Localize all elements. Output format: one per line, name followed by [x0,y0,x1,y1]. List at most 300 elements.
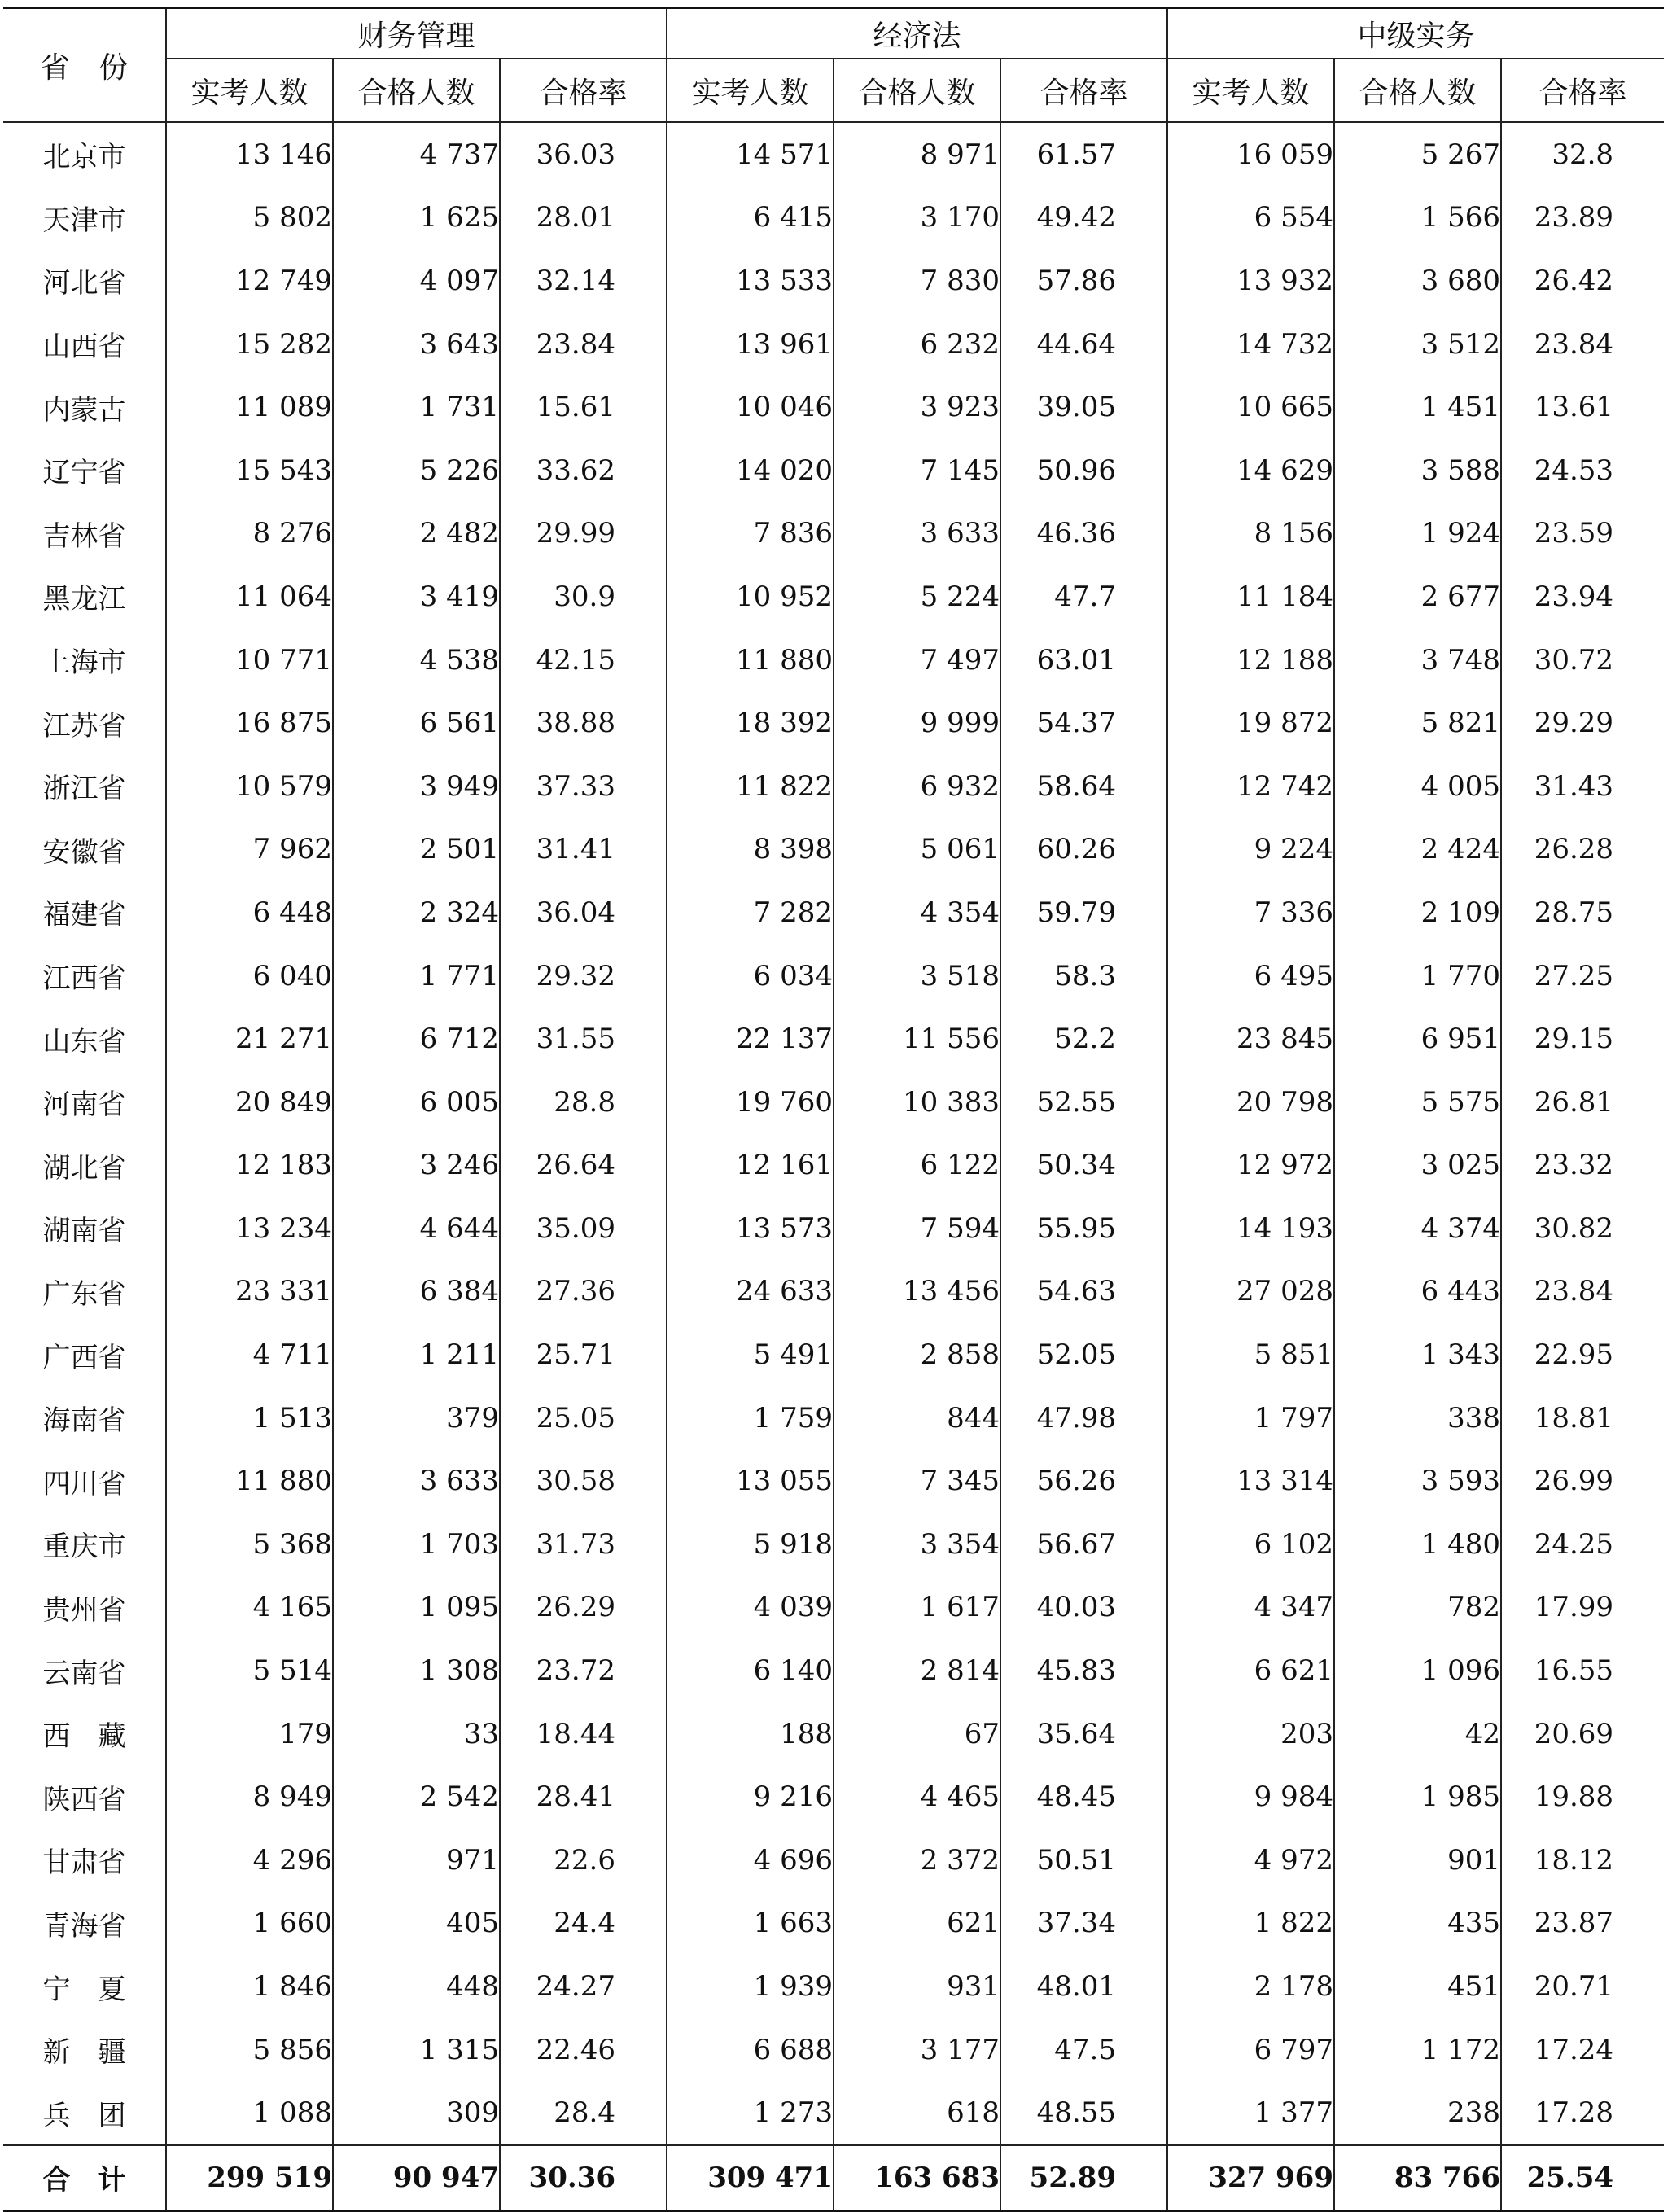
value-cell-economic-law-passed: 7 145 [834,439,1000,502]
value-cell-intermediate-practice-examinees: 13 932 [1167,249,1334,313]
value-cell-financial-management-pass-rate: 38.88 [500,691,667,755]
value-cell-financial-management-pass-rate: 26.64 [500,1134,667,1198]
value-cell-economic-law-examinees: 19 760 [667,1071,834,1134]
value-cell-economic-law-pass-rate: 54.63 [1000,1260,1167,1324]
province-cell: 四川省 [42,1467,126,1500]
table-row [3,1197,1664,1260]
value-cell-financial-management-passed: 2 482 [333,502,500,566]
value-cell-economic-law-passed: 2 814 [834,1639,1000,1702]
value-cell-economic-law-examinees: 14 020 [667,439,834,502]
value-cell-financial-management-passed: 2 324 [333,881,500,944]
value-cell-intermediate-practice-passed: 4 374 [1334,1197,1501,1260]
value-cell-financial-management-examinees: 13 234 [166,1197,333,1260]
value-cell-economic-law-examinees: 11 880 [667,629,834,692]
value-cell-financial-management-pass-rate: 30.9 [500,565,667,629]
value-cell-intermediate-practice-examinees: 20 798 [1167,1071,1334,1134]
subheader-intermediate-practice-passed: 合格人数 [1334,59,1501,122]
value-cell-financial-management-examinees: 4 296 [166,1829,333,1892]
value-cell-economic-law-passed: 3 354 [834,1513,1000,1576]
table-row [3,313,1664,376]
value-cell-economic-law-examinees: 5 491 [667,1323,834,1386]
value-cell-financial-management-pass-rate: 22.6 [500,1829,667,1892]
value-cell-intermediate-practice-pass-rate: 17.99 [1501,1576,1664,1640]
value-cell-intermediate-practice-examinees: 6 797 [1167,2018,1334,2082]
value-cell-intermediate-practice-pass-rate: 23.89 [1501,186,1664,250]
value-cell-economic-law-passed: 10 383 [834,1071,1000,1134]
value-cell-financial-management-passed: 5 226 [333,439,500,502]
value-cell-economic-law-pass-rate: 52.05 [1000,1323,1167,1386]
value-cell-economic-law-passed: 9 999 [834,691,1000,755]
value-cell-financial-management-passed: 1 211 [333,1323,500,1386]
value-cell-financial-management-passed: 3 643 [333,313,500,376]
province-cell: 黑龙江 [42,583,126,616]
value-cell-intermediate-practice-passed: 2 677 [1334,565,1501,629]
value-cell-intermediate-practice-examinees: 9 984 [1167,1765,1334,1829]
value-cell-financial-management-examinees: 16 875 [166,691,333,755]
value-cell-financial-management-examinees: 4 165 [166,1576,333,1640]
province-cell: 宁 夏 [42,1973,126,2006]
value-cell-intermediate-practice-passed: 3 593 [1334,1449,1501,1513]
value-cell-economic-law-examinees: 1 759 [667,1386,834,1450]
value-cell-financial-management-passed: 3 419 [333,565,500,629]
value-cell-financial-management-examinees: 5 368 [166,1513,333,1576]
value-cell-intermediate-practice-pass-rate: 32.8 [1501,122,1664,186]
value-cell-intermediate-practice-pass-rate: 30.82 [1501,1197,1664,1260]
subheader-economic-law-pass-rate: 合格率 [1000,59,1167,122]
value-cell-economic-law-examinees: 13 533 [667,249,834,313]
value-cell-financial-management-passed: 309 [333,2081,500,2145]
province-cell: 兵 团 [42,2099,126,2132]
table-row [3,1449,1664,1513]
value-cell-intermediate-practice-examinees: 12 972 [1167,1134,1334,1198]
value-cell-intermediate-practice-examinees: 1 377 [1167,2081,1334,2145]
value-cell-intermediate-practice-pass-rate: 13.61 [1501,375,1664,439]
value-cell-financial-management-passed: 4 538 [333,629,500,692]
value-cell-financial-management-examinees: 12 183 [166,1134,333,1198]
value-cell-financial-management-pass-rate: 31.55 [500,1007,667,1071]
value-cell-economic-law-pass-rate: 54.37 [1000,691,1167,755]
province-cell: 北京市 [42,141,126,174]
province-cell: 广东省 [42,1277,126,1311]
table-row [3,1071,1664,1134]
subheader-financial-management-pass-rate: 合格率 [500,59,667,122]
value-cell-economic-law-passed: 2 858 [834,1323,1000,1386]
value-cell-economic-law-examinees: 14 571 [667,122,834,186]
value-cell-financial-management-examinees: 15 543 [166,439,333,502]
value-cell-financial-management-examinees: 5 514 [166,1639,333,1702]
province-cell: 海南省 [42,1404,126,1438]
value-cell-intermediate-practice-passed: 6 951 [1334,1007,1501,1071]
value-cell-economic-law-examinees: 9 216 [667,1765,834,1829]
value-cell-financial-management-examinees: 1 513 [166,1386,333,1450]
table-row [3,2018,1664,2082]
table-row [3,755,1664,818]
value-cell-economic-law-pass-rate: 61.57 [1000,122,1167,186]
group-header-financial-management: 财务管理 [166,8,667,59]
value-cell-financial-management-pass-rate: 28.41 [500,1765,667,1829]
value-cell-intermediate-practice-pass-rate: 20.71 [1501,1955,1664,2018]
value-cell-financial-management-passed: 4 737 [333,122,500,186]
value-cell-financial-management-examinees: 5 802 [166,186,333,250]
value-cell-financial-management-pass-rate: 42.15 [500,629,667,692]
value-cell-intermediate-practice-passed: 238 [1334,2081,1501,2145]
value-cell-financial-management-pass-rate: 30.58 [500,1449,667,1513]
table-row [3,565,1664,629]
value-cell-economic-law-passed: 7 345 [834,1449,1000,1513]
value-cell-economic-law-examinees: 6 415 [667,186,834,250]
value-cell-financial-management-pass-rate: 36.03 [500,122,667,186]
value-cell-economic-law-passed: 11 556 [834,1007,1000,1071]
value-cell-intermediate-practice-passed: 2 109 [1334,881,1501,944]
value-cell-economic-law-pass-rate: 40.03 [1000,1576,1167,1640]
table-row [3,1134,1664,1198]
value-cell-financial-management-passed: 1 308 [333,1639,500,1702]
subheader-economic-law-passed: 合格人数 [834,59,1000,122]
value-cell-intermediate-practice-pass-rate: 18.81 [1501,1386,1664,1450]
value-cell-intermediate-practice-examinees: 12 188 [1167,629,1334,692]
value-cell-intermediate-practice-passed: 1 172 [1334,2018,1501,2082]
value-cell-economic-law-examinees: 13 573 [667,1197,834,1260]
value-cell-economic-law-pass-rate: 50.51 [1000,1829,1167,1892]
value-cell-economic-law-pass-rate: 60.26 [1000,818,1167,882]
value-cell-intermediate-practice-passed: 5 267 [1334,122,1501,186]
value-cell-economic-law-passed: 6 122 [834,1134,1000,1198]
value-cell-economic-law-pass-rate: 37.34 [1000,1892,1167,1956]
table-row [3,691,1664,755]
value-cell-intermediate-practice-passed: 451 [1334,1955,1501,2018]
value-cell-economic-law-pass-rate: 47.7 [1000,565,1167,629]
value-cell-intermediate-practice-pass-rate: 31.43 [1501,755,1664,818]
value-cell-economic-law-examinees: 4 039 [667,1576,834,1640]
value-cell-financial-management-pass-rate: 35.09 [500,1197,667,1260]
value-cell-economic-law-pass-rate: 52.89 [1000,2145,1167,2210]
value-cell-intermediate-practice-pass-rate: 29.29 [1501,691,1664,755]
value-cell-economic-law-examinees: 8 398 [667,818,834,882]
value-cell-intermediate-practice-pass-rate: 24.25 [1501,1513,1664,1576]
value-cell-intermediate-practice-passed: 4 005 [1334,755,1501,818]
value-cell-economic-law-examinees: 7 282 [667,881,834,944]
value-cell-intermediate-practice-examinees: 6 102 [1167,1513,1334,1576]
value-cell-intermediate-practice-passed: 1 096 [1334,1639,1501,1702]
value-cell-financial-management-examinees: 10 579 [166,755,333,818]
value-cell-intermediate-practice-examinees: 11 184 [1167,565,1334,629]
value-cell-intermediate-practice-examinees: 8 156 [1167,502,1334,566]
value-cell-intermediate-practice-pass-rate: 23.32 [1501,1134,1664,1198]
value-cell-financial-management-pass-rate: 26.29 [500,1576,667,1640]
value-cell-intermediate-practice-passed: 435 [1334,1892,1501,1956]
province-cell: 河南省 [42,1088,126,1122]
value-cell-intermediate-practice-pass-rate: 17.24 [1501,2018,1664,2082]
value-cell-economic-law-passed: 3 170 [834,186,1000,250]
value-cell-financial-management-passed: 379 [333,1386,500,1450]
value-cell-intermediate-practice-passed: 5 575 [1334,1071,1501,1134]
value-cell-economic-law-examinees: 4 696 [667,1829,834,1892]
value-cell-financial-management-passed: 3 949 [333,755,500,818]
table-row [3,1576,1664,1640]
value-cell-financial-management-pass-rate: 29.99 [500,502,667,566]
table-row [3,122,1664,186]
province-cell: 合 计 [3,2145,166,2210]
value-cell-financial-management-examinees: 8 276 [166,502,333,566]
total-row [3,2145,1664,2210]
subheader-intermediate-practice-pass-rate: 合格率 [1501,59,1664,122]
province-cell: 新 疆 [42,2036,126,2070]
value-cell-intermediate-practice-pass-rate: 17.28 [1501,2081,1664,2145]
value-cell-economic-law-passed: 931 [834,1955,1000,2018]
value-cell-intermediate-practice-examinees: 7 336 [1167,881,1334,944]
value-cell-economic-law-passed: 1 617 [834,1576,1000,1640]
subheader-financial-management-passed: 合格人数 [333,59,500,122]
value-cell-intermediate-practice-examinees: 10 665 [1167,375,1334,439]
value-cell-intermediate-practice-pass-rate: 20.69 [1501,1702,1664,1766]
value-cell-intermediate-practice-pass-rate: 30.72 [1501,629,1664,692]
value-cell-intermediate-practice-examinees: 6 495 [1167,944,1334,1008]
value-cell-economic-law-pass-rate: 50.34 [1000,1134,1167,1198]
value-cell-financial-management-passed: 33 [333,1702,500,1766]
value-cell-financial-management-passed: 3 633 [333,1449,500,1513]
value-cell-intermediate-practice-examinees: 13 314 [1167,1449,1334,1513]
value-cell-financial-management-examinees: 7 962 [166,818,333,882]
value-cell-financial-management-examinees: 11 880 [166,1449,333,1513]
value-cell-intermediate-practice-examinees: 203 [1167,1702,1334,1766]
value-cell-economic-law-pass-rate: 44.64 [1000,313,1167,376]
province-cell: 甘肃省 [42,1846,126,1880]
value-cell-financial-management-passed: 6 005 [333,1071,500,1134]
table-row [3,375,1664,439]
value-cell-financial-management-pass-rate: 25.05 [500,1386,667,1450]
province-cell: 贵州省 [42,1593,126,1627]
value-cell-economic-law-examinees: 6 034 [667,944,834,1008]
value-cell-economic-law-pass-rate: 47.98 [1000,1386,1167,1450]
value-cell-economic-law-passed: 13 456 [834,1260,1000,1324]
value-cell-financial-management-pass-rate: 37.33 [500,755,667,818]
value-cell-economic-law-pass-rate: 46.36 [1000,502,1167,566]
table-body [3,122,1664,2210]
value-cell-intermediate-practice-examinees: 14 732 [1167,313,1334,376]
province-cell: 江西省 [42,962,126,996]
value-cell-intermediate-practice-passed: 3 680 [1334,249,1501,313]
value-cell-economic-law-examinees: 6 140 [667,1639,834,1702]
value-cell-intermediate-practice-examinees: 4 347 [1167,1576,1334,1640]
value-cell-intermediate-practice-pass-rate: 23.84 [1501,1260,1664,1324]
value-cell-economic-law-pass-rate: 56.67 [1000,1513,1167,1576]
value-cell-economic-law-passed: 163 683 [834,2145,1000,2210]
value-cell-economic-law-passed: 7 497 [834,629,1000,692]
subheader-economic-law-examinees: 实考人数 [667,59,834,122]
value-cell-intermediate-practice-pass-rate: 23.84 [1501,313,1664,376]
value-cell-financial-management-passed: 1 625 [333,186,500,250]
value-cell-economic-law-pass-rate: 63.01 [1000,629,1167,692]
value-cell-economic-law-pass-rate: 50.96 [1000,439,1167,502]
value-cell-financial-management-passed: 3 246 [333,1134,500,1198]
value-cell-economic-law-pass-rate: 52.55 [1000,1071,1167,1134]
value-cell-intermediate-practice-examinees: 23 845 [1167,1007,1334,1071]
value-cell-financial-management-pass-rate: 27.36 [500,1260,667,1324]
value-cell-intermediate-practice-passed: 6 443 [1334,1260,1501,1324]
province-cell: 河北省 [42,267,126,300]
table-row [3,1892,1664,1956]
province-cell: 重庆市 [42,1531,126,1564]
value-cell-intermediate-practice-passed: 1 770 [1334,944,1501,1008]
value-cell-intermediate-practice-pass-rate: 18.12 [1501,1829,1664,1892]
value-cell-intermediate-practice-passed: 1 480 [1334,1513,1501,1576]
value-cell-intermediate-practice-examinees: 19 872 [1167,691,1334,755]
value-cell-economic-law-examinees: 5 918 [667,1513,834,1576]
value-cell-financial-management-examinees: 1 088 [166,2081,333,2145]
value-cell-financial-management-pass-rate: 31.73 [500,1513,667,1576]
value-cell-economic-law-passed: 4 465 [834,1765,1000,1829]
group-header-intermediate-practice: 中级实务 [1167,8,1664,59]
value-cell-economic-law-examinees: 13 961 [667,313,834,376]
value-cell-financial-management-passed: 90 947 [333,2145,500,2210]
subheader-intermediate-practice-examinees: 实考人数 [1167,59,1334,122]
table-row [3,1513,1664,1576]
value-cell-financial-management-examinees: 20 849 [166,1071,333,1134]
table-row [3,1829,1664,1892]
value-cell-economic-law-examinees: 18 392 [667,691,834,755]
value-cell-financial-management-passed: 2 501 [333,818,500,882]
value-cell-intermediate-practice-examinees: 27 028 [1167,1260,1334,1324]
value-cell-intermediate-practice-pass-rate: 27.25 [1501,944,1664,1008]
subheader-financial-management-examinees: 实考人数 [166,59,333,122]
value-cell-intermediate-practice-pass-rate: 23.59 [1501,502,1664,566]
value-cell-intermediate-practice-examinees: 327 969 [1167,2145,1334,2210]
value-cell-financial-management-pass-rate: 25.71 [500,1323,667,1386]
province-cell: 青海省 [42,1909,126,1943]
value-cell-economic-law-examinees: 7 836 [667,502,834,566]
table-row [3,186,1664,250]
value-cell-financial-management-pass-rate: 15.61 [500,375,667,439]
value-cell-intermediate-practice-examinees: 4 972 [1167,1829,1334,1892]
subheader-row [3,59,1664,122]
value-cell-economic-law-passed: 618 [834,2081,1000,2145]
value-cell-economic-law-examinees: 188 [667,1702,834,1766]
value-cell-economic-law-pass-rate: 58.64 [1000,755,1167,818]
table-row [3,1639,1664,1702]
value-cell-financial-management-examinees: 1 846 [166,1955,333,2018]
province-cell: 陕西省 [42,1783,126,1816]
value-cell-financial-management-examinees: 10 771 [166,629,333,692]
value-cell-financial-management-pass-rate: 28.8 [500,1071,667,1134]
value-cell-economic-law-passed: 844 [834,1386,1000,1450]
value-cell-intermediate-practice-pass-rate: 22.95 [1501,1323,1664,1386]
value-cell-financial-management-examinees: 8 949 [166,1765,333,1829]
value-cell-intermediate-practice-passed: 1 451 [1334,375,1501,439]
table-row [3,1260,1664,1324]
value-cell-economic-law-pass-rate: 52.2 [1000,1007,1167,1071]
value-cell-financial-management-pass-rate: 18.44 [500,1702,667,1766]
value-cell-intermediate-practice-passed: 3 512 [1334,313,1501,376]
value-cell-intermediate-practice-pass-rate: 28.75 [1501,881,1664,944]
table-row [3,439,1664,502]
value-cell-financial-management-passed: 1 095 [333,1576,500,1640]
value-cell-financial-management-pass-rate: 31.41 [500,818,667,882]
value-cell-intermediate-practice-examinees: 1 797 [1167,1386,1334,1450]
value-cell-financial-management-pass-rate: 30.36 [500,2145,667,2210]
value-cell-intermediate-practice-pass-rate: 29.15 [1501,1007,1664,1071]
value-cell-intermediate-practice-examinees: 6 621 [1167,1639,1334,1702]
value-cell-economic-law-passed: 7 594 [834,1197,1000,1260]
value-cell-intermediate-practice-passed: 3 025 [1334,1134,1501,1198]
province-cell: 湖南省 [42,1215,126,1248]
value-cell-intermediate-practice-examinees: 1 822 [1167,1892,1334,1956]
value-cell-economic-law-pass-rate: 48.01 [1000,1955,1167,2018]
value-cell-intermediate-practice-examinees: 14 629 [1167,439,1334,502]
value-cell-economic-law-pass-rate: 45.83 [1000,1639,1167,1702]
value-cell-financial-management-examinees: 6 448 [166,881,333,944]
value-cell-intermediate-practice-passed: 901 [1334,1829,1501,1892]
value-cell-economic-law-passed: 4 354 [834,881,1000,944]
value-cell-financial-management-examinees: 12 749 [166,249,333,313]
value-cell-economic-law-passed: 6 932 [834,755,1000,818]
table-row [3,1765,1664,1829]
value-cell-economic-law-pass-rate: 47.5 [1000,2018,1167,2082]
value-cell-intermediate-practice-passed: 1 566 [1334,186,1501,250]
value-cell-financial-management-examinees: 11 064 [166,565,333,629]
table-row [3,1323,1664,1386]
value-cell-intermediate-practice-examinees: 6 554 [1167,186,1334,250]
value-cell-economic-law-examinees: 22 137 [667,1007,834,1071]
value-cell-intermediate-practice-examinees: 16 059 [1167,122,1334,186]
table-row [3,944,1664,1008]
value-cell-economic-law-pass-rate: 58.3 [1000,944,1167,1008]
table-row [3,818,1664,882]
exam-pass-rate-table [3,7,1664,2212]
value-cell-financial-management-passed: 6 712 [333,1007,500,1071]
value-cell-financial-management-passed: 4 644 [333,1197,500,1260]
value-cell-financial-management-pass-rate: 23.72 [500,1639,667,1702]
value-cell-intermediate-practice-examinees: 9 224 [1167,818,1334,882]
value-cell-economic-law-examinees: 1 939 [667,1955,834,2018]
value-cell-intermediate-practice-passed: 3 588 [1334,439,1501,502]
value-cell-economic-law-examinees: 10 952 [667,565,834,629]
value-cell-financial-management-examinees: 13 146 [166,122,333,186]
value-cell-financial-management-passed: 6 561 [333,691,500,755]
value-cell-intermediate-practice-passed: 1 985 [1334,1765,1501,1829]
value-cell-intermediate-practice-examinees: 2 178 [1167,1955,1334,2018]
table-row [3,1702,1664,1766]
value-cell-economic-law-passed: 3 177 [834,2018,1000,2082]
value-cell-financial-management-pass-rate: 33.62 [500,439,667,502]
province-cell: 辽宁省 [42,457,126,490]
province-cell: 西 藏 [42,1720,126,1754]
value-cell-financial-management-passed: 971 [333,1829,500,1892]
value-cell-economic-law-examinees: 10 046 [667,375,834,439]
table-row [3,2081,1664,2145]
value-cell-financial-management-passed: 1 771 [333,944,500,1008]
value-cell-financial-management-examinees: 5 856 [166,2018,333,2082]
province-cell: 云南省 [42,1657,126,1690]
value-cell-financial-management-passed: 1 315 [333,2018,500,2082]
value-cell-financial-management-pass-rate: 28.01 [500,186,667,250]
value-cell-economic-law-passed: 3 518 [834,944,1000,1008]
value-cell-financial-management-examinees: 15 282 [166,313,333,376]
value-cell-economic-law-examinees: 12 161 [667,1134,834,1198]
value-cell-intermediate-practice-passed: 1 924 [1334,502,1501,566]
value-cell-financial-management-examinees: 4 711 [166,1323,333,1386]
value-cell-financial-management-passed: 448 [333,1955,500,2018]
value-cell-financial-management-pass-rate: 29.32 [500,944,667,1008]
value-cell-economic-law-examinees: 24 633 [667,1260,834,1324]
value-cell-economic-law-passed: 8 971 [834,122,1000,186]
value-cell-economic-law-pass-rate: 55.95 [1000,1197,1167,1260]
value-cell-economic-law-examinees: 13 055 [667,1449,834,1513]
value-cell-intermediate-practice-pass-rate: 23.94 [1501,565,1664,629]
value-cell-intermediate-practice-passed: 83 766 [1334,2145,1501,2210]
value-cell-intermediate-practice-pass-rate: 16.55 [1501,1639,1664,1702]
table-row [3,502,1664,566]
value-cell-financial-management-pass-rate: 36.04 [500,881,667,944]
